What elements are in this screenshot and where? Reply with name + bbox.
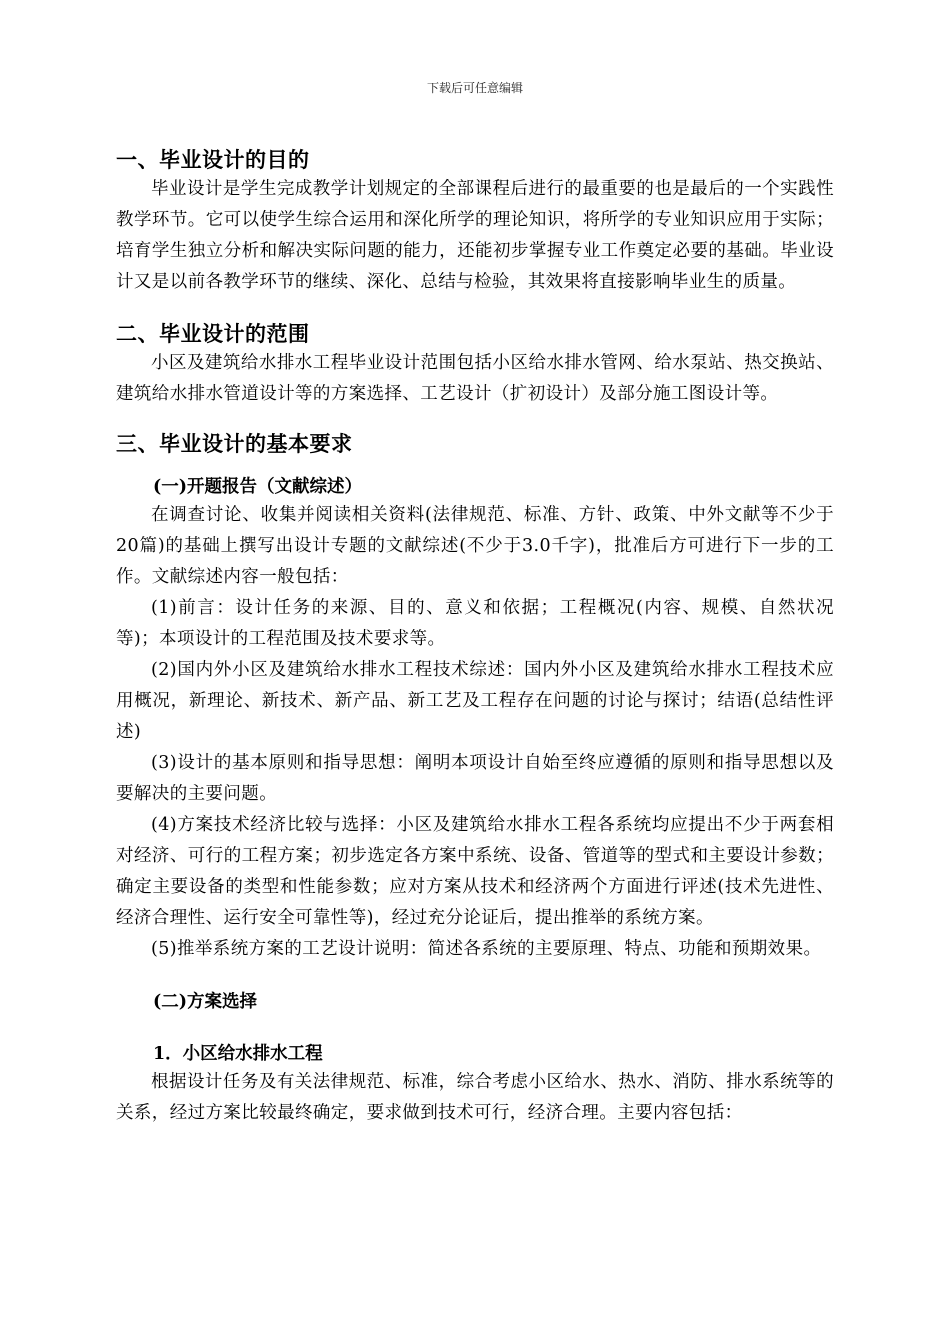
subsection-2-title: (二)方案选择	[153, 992, 258, 1012]
section-2-paragraph: 小区及建筑给水排水工程毕业设计范围包括小区给水排水管网、给水泵站、热交换站、建筑给水排水管道设计等的方案选择、工艺设计（扩初设计）及部分施工图设计等。	[116, 353, 834, 404]
section-3-title: 三、毕业设计的基本要求	[116, 432, 353, 456]
page-header: 下载后可任意编辑	[426, 81, 523, 95]
subsection-1-item-2: (2)国内外小区及建筑给水排水工程技术综述：国内外小区及建筑给水排水工程技术应用概况，新理论、新技术、新产品、新工艺及工程存在问题的讨论与探讨；结语(总结性评述)	[116, 660, 834, 742]
subsection-1-title: (一)开题报告（文献综述）	[153, 477, 363, 497]
section-1-paragraph: 毕业设计是学生完成教学计划规定的全部课程后进行的最重要的也是最后的一个实践性教学环节。它可以使学生综合运用和深化所学的理论知识，将所学的专业知识应用于实际；培育学生独立分析和解决实际问题的能力，还能初步掌握专业工作奠定必要的基础。毕业设计又是以前各教学环节的继续、深化、总结与检验，其效果将直接影响毕业生的质量。	[116, 179, 834, 292]
subsection-1-item-4: (4)方案技术经济比较与选择：小区及建筑给水排水工程各系统均应提出不少于两套相对经济、可行的工程方案；初步选定各方案中系统、设备、管道等的型式和主要设计参数；确定主要设备的类型和性能参数；应对方案从技术和经济两个方面进行评述(技术先进性、经济合理性、运行安全可靠性等)，经过充分论证后，提出推举的系统方案。	[116, 815, 834, 928]
subsection-1-item-5: (5)推举系统方案的工艺设计说明：简述各系统的主要原理、特点、功能和预期效果。	[151, 939, 822, 959]
subsection-2-item-1-title: 1．小区给水排水工程	[153, 1044, 323, 1064]
subsection-2-item-1-paragraph: 根据设计任务及有关法律规范、标准，综合考虑小区给水、热水、消防、排水系统等的关系，经过方案比较最终确定，要求做到技术可行，经济合理。主要内容包括：	[116, 1072, 834, 1123]
section-2-title: 二、毕业设计的范围	[116, 322, 310, 346]
section-1-title: 一、毕业设计的目的	[116, 148, 310, 172]
subsection-1-item-1: (1)前言：设计任务的来源、目的、意义和依据；工程概况(内容、规模、自然状况等)；本项设计的工程范围及技术要求等。	[116, 598, 834, 649]
subsection-1-intro: 在调查讨论、收集并阅读相关资料(法律规范、标准、方针、政策、中外文献等不少于20篇)的基础上撰写出设计专题的文献综述(不少于3.0千字)，批准后方可进行下一步的工作。文献综述内容一般包括：	[116, 505, 834, 587]
subsection-1-item-3: (3)设计的基本原则和指导思想：阐明本项设计自始至终应遵循的原则和指导思想以及要解决的主要问题。	[116, 753, 834, 804]
